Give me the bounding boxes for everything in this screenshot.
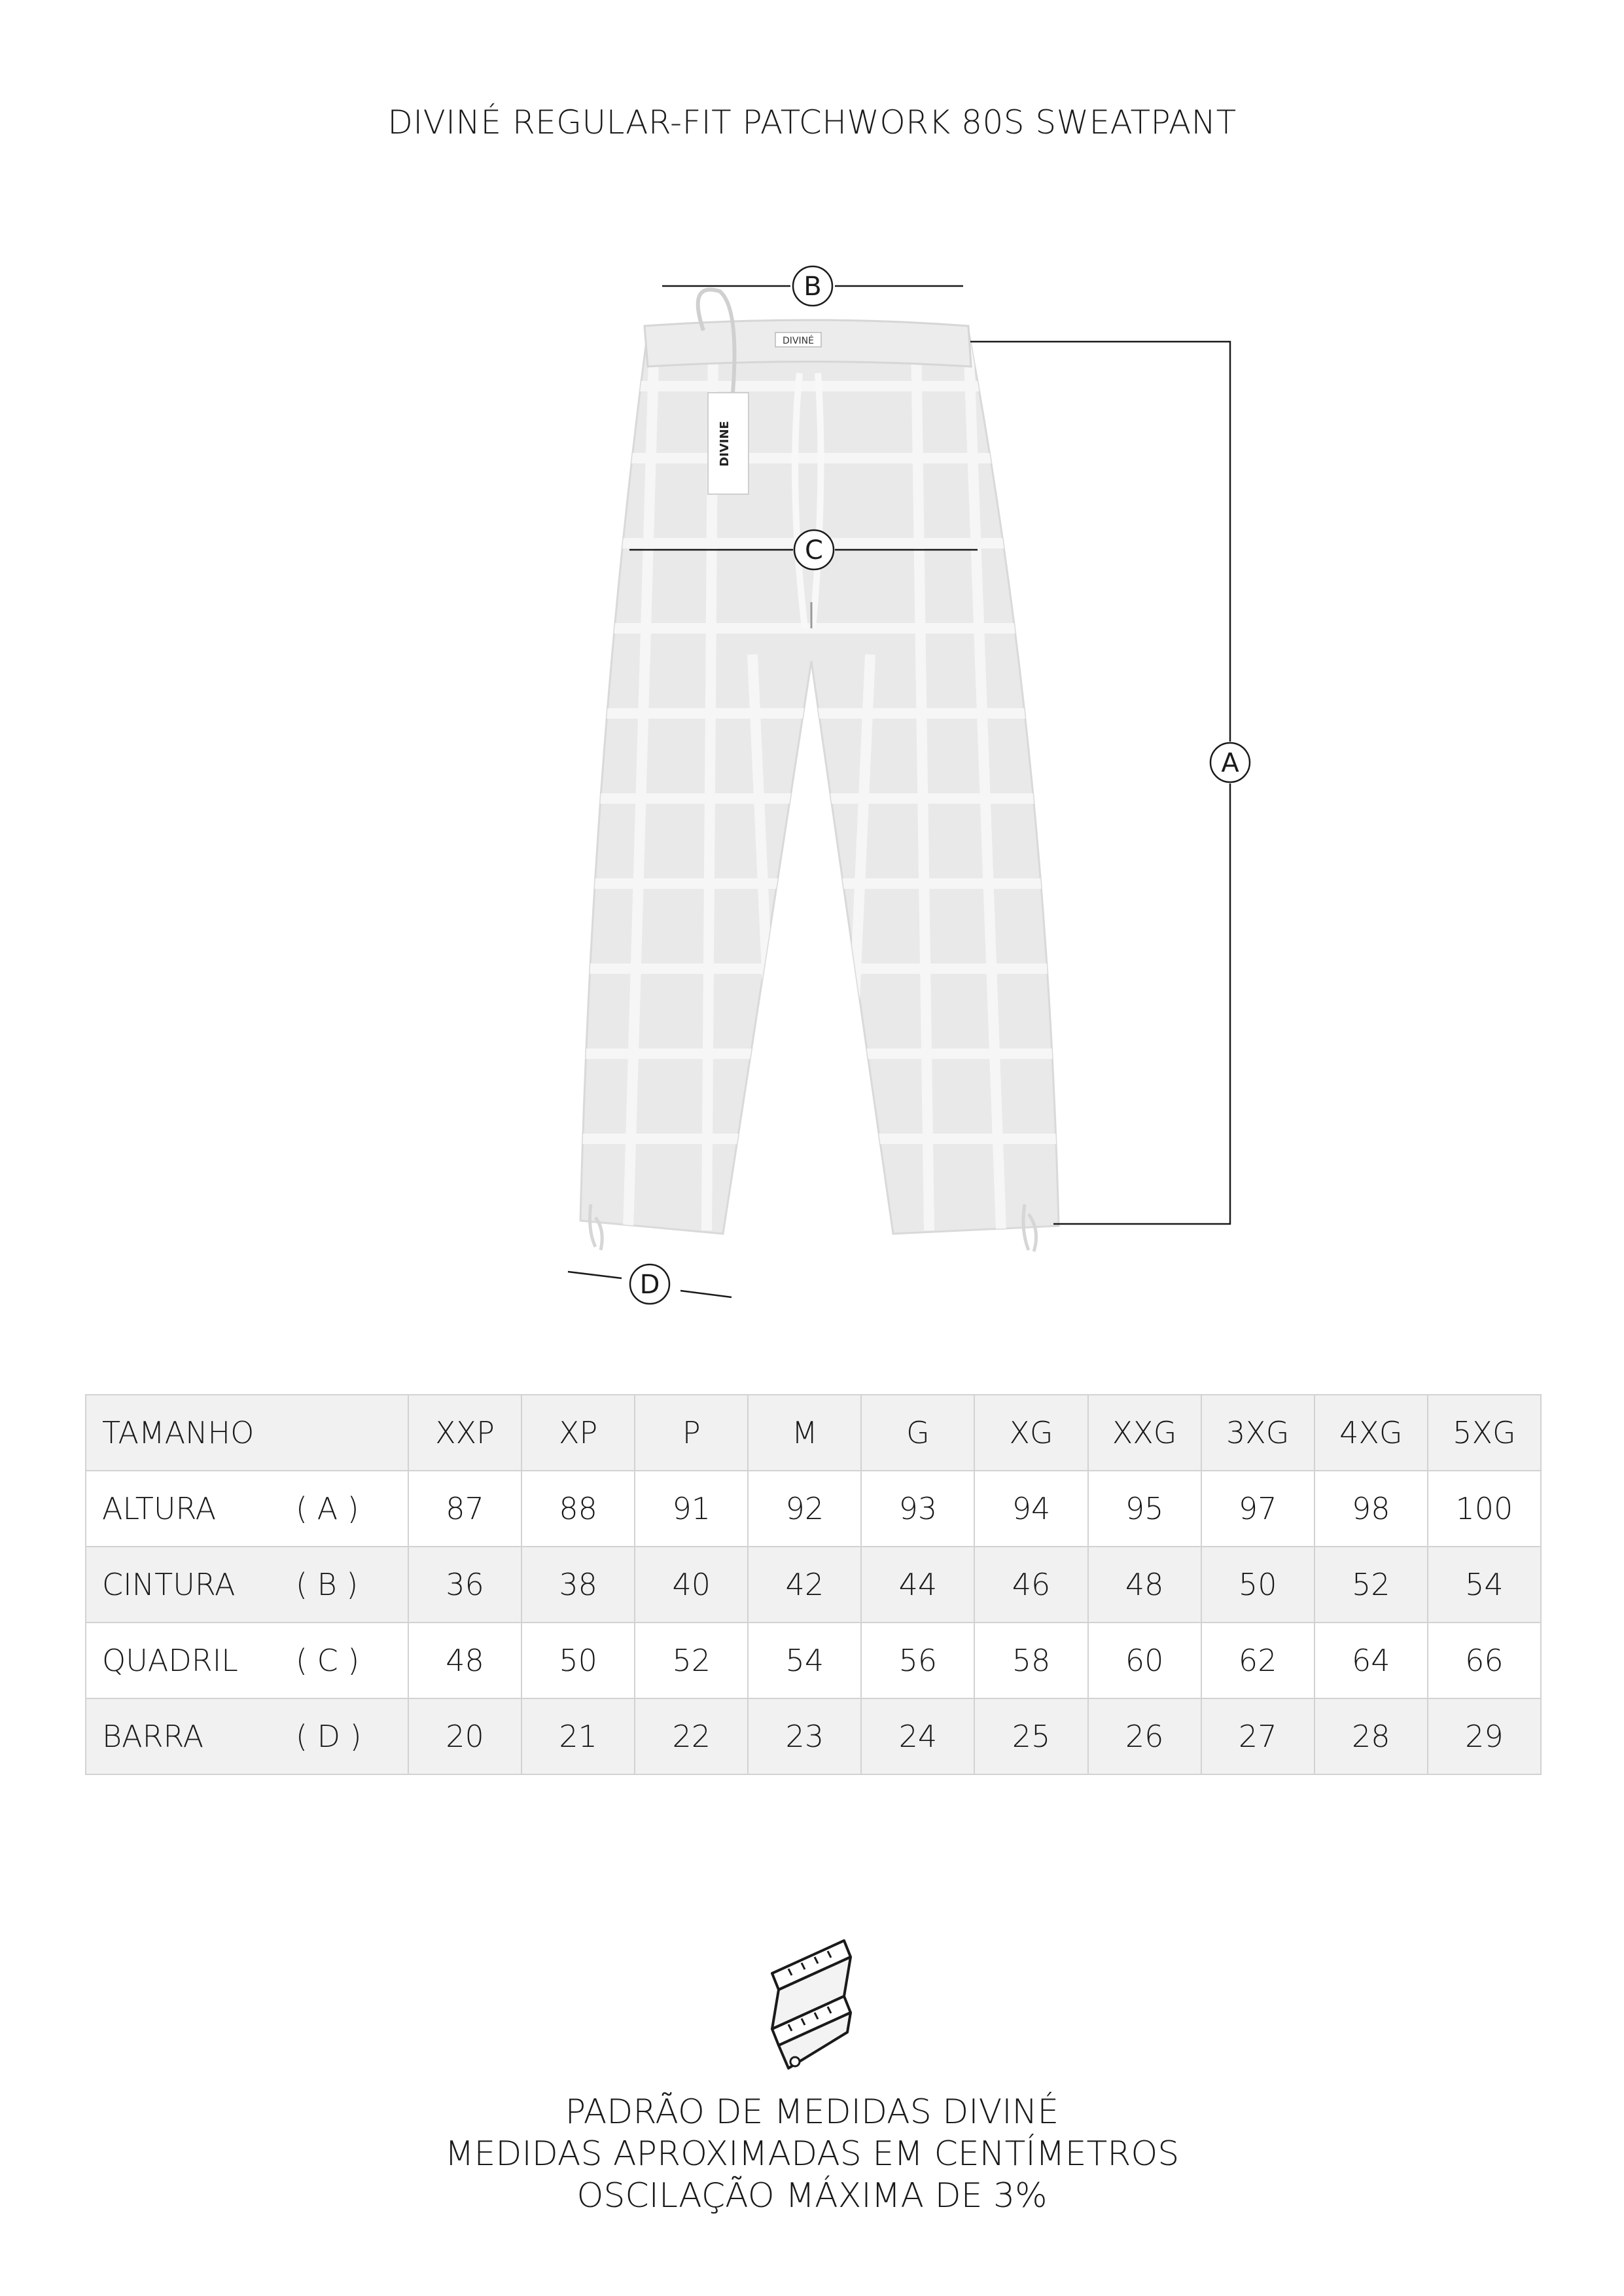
table-header-row xyxy=(86,1395,1541,1471)
table-cell: 38 xyxy=(521,1547,635,1623)
hang-tag-text: DIVINE xyxy=(718,421,732,467)
table-cell: 26 xyxy=(1088,1698,1201,1774)
table-cell: 25 xyxy=(974,1698,1087,1774)
footer-notes xyxy=(0,2091,1624,2217)
table-cell: 98 xyxy=(1315,1471,1428,1547)
row-name: BARRA xyxy=(102,1719,204,1754)
table-cell: 44 xyxy=(861,1547,974,1623)
row-label-cell xyxy=(86,1547,408,1623)
table-cell: 20 xyxy=(408,1698,521,1774)
label-d: D xyxy=(639,1270,660,1300)
table-cell: 23 xyxy=(748,1698,861,1774)
table-cell: 28 xyxy=(1315,1698,1428,1774)
row-letter: ( B ) xyxy=(296,1567,359,1602)
table-cell: 27 xyxy=(1201,1698,1315,1774)
table-cell: 94 xyxy=(974,1471,1087,1547)
footer-line-3: OSCILAÇÃO MÁXIMA DE 3% xyxy=(576,2176,1048,2215)
row-name: CINTURA xyxy=(102,1567,236,1602)
table-cell: 97 xyxy=(1201,1471,1315,1547)
row-letter: ( C ) xyxy=(296,1643,360,1678)
row-label-cell xyxy=(86,1623,408,1698)
label-a: A xyxy=(1221,748,1239,778)
table-cell: 54 xyxy=(748,1623,861,1698)
waist-label-text: DIVINÉ xyxy=(783,336,814,346)
table-cell: 64 xyxy=(1315,1623,1428,1698)
table-cell: 56 xyxy=(861,1623,974,1698)
table-cell: 46 xyxy=(974,1547,1087,1623)
row-name: ALTURA xyxy=(102,1491,217,1526)
sweatpant-illustration xyxy=(556,290,1080,1252)
table-cell: 92 xyxy=(748,1471,861,1547)
table-row xyxy=(86,1547,1541,1623)
table-cell: 48 xyxy=(408,1623,521,1698)
size-header: XXG xyxy=(1088,1395,1201,1471)
size-table xyxy=(85,1394,1542,1775)
size-header: 4XG xyxy=(1315,1395,1428,1471)
table-cell: 88 xyxy=(521,1471,635,1547)
size-header: XP xyxy=(521,1395,635,1471)
table-cell: 22 xyxy=(635,1698,748,1774)
table-cell: 87 xyxy=(408,1471,521,1547)
table-cell: 40 xyxy=(635,1547,748,1623)
row-label-cell xyxy=(86,1698,408,1774)
label-b: B xyxy=(803,272,822,302)
size-header: G xyxy=(861,1395,974,1471)
size-header: P xyxy=(635,1395,748,1471)
page-title: DIVINÉ REGULAR-FIT PATCHWORK 80S SWEATPANT xyxy=(387,103,1237,141)
measure-d xyxy=(568,1265,732,1304)
size-header: M xyxy=(748,1395,861,1471)
table-cell: 50 xyxy=(1201,1547,1315,1623)
footer-line-1: PADRÃO DE MEDIDAS DIVINÉ xyxy=(565,2092,1059,2132)
footer-line-2: MEDIDAS APROXIMADAS EM CENTÍMETROS xyxy=(444,2134,1180,2174)
row-name: QUADRIL xyxy=(102,1643,238,1678)
table-cell: 58 xyxy=(974,1623,1087,1698)
table-cell: 52 xyxy=(635,1623,748,1698)
table-cell: 29 xyxy=(1428,1698,1541,1774)
table-row xyxy=(86,1623,1541,1698)
header-label-cell: TAMANHO xyxy=(86,1395,408,1471)
table-cell: 60 xyxy=(1088,1623,1201,1698)
measuring-tape-icon xyxy=(759,1934,864,2078)
table-cell: 66 xyxy=(1428,1623,1541,1698)
table-cell: 36 xyxy=(408,1547,521,1623)
table-cell: 54 xyxy=(1428,1547,1541,1623)
table-cell: 42 xyxy=(748,1547,861,1623)
row-letter: ( A ) xyxy=(296,1491,359,1526)
row-label-cell xyxy=(86,1471,408,1547)
size-header: XG xyxy=(974,1395,1087,1471)
table-cell: 52 xyxy=(1315,1547,1428,1623)
table-row xyxy=(86,1698,1541,1774)
size-header: 3XG xyxy=(1201,1395,1315,1471)
table-cell: 24 xyxy=(861,1698,974,1774)
size-header: XXP xyxy=(408,1395,521,1471)
table-cell: 50 xyxy=(521,1623,635,1698)
label-c: C xyxy=(805,535,823,565)
table-cell: 91 xyxy=(635,1471,748,1547)
row-letter: ( D ) xyxy=(296,1719,362,1754)
table-cell: 62 xyxy=(1201,1623,1315,1698)
table-cell: 100 xyxy=(1428,1471,1541,1547)
table-row xyxy=(86,1471,1541,1547)
table-cell: 93 xyxy=(861,1471,974,1547)
measure-b xyxy=(662,266,963,306)
size-header: 5XG xyxy=(1428,1395,1541,1471)
table-cell: 21 xyxy=(521,1698,635,1774)
table-cell: 95 xyxy=(1088,1471,1201,1547)
table-cell: 48 xyxy=(1088,1547,1201,1623)
